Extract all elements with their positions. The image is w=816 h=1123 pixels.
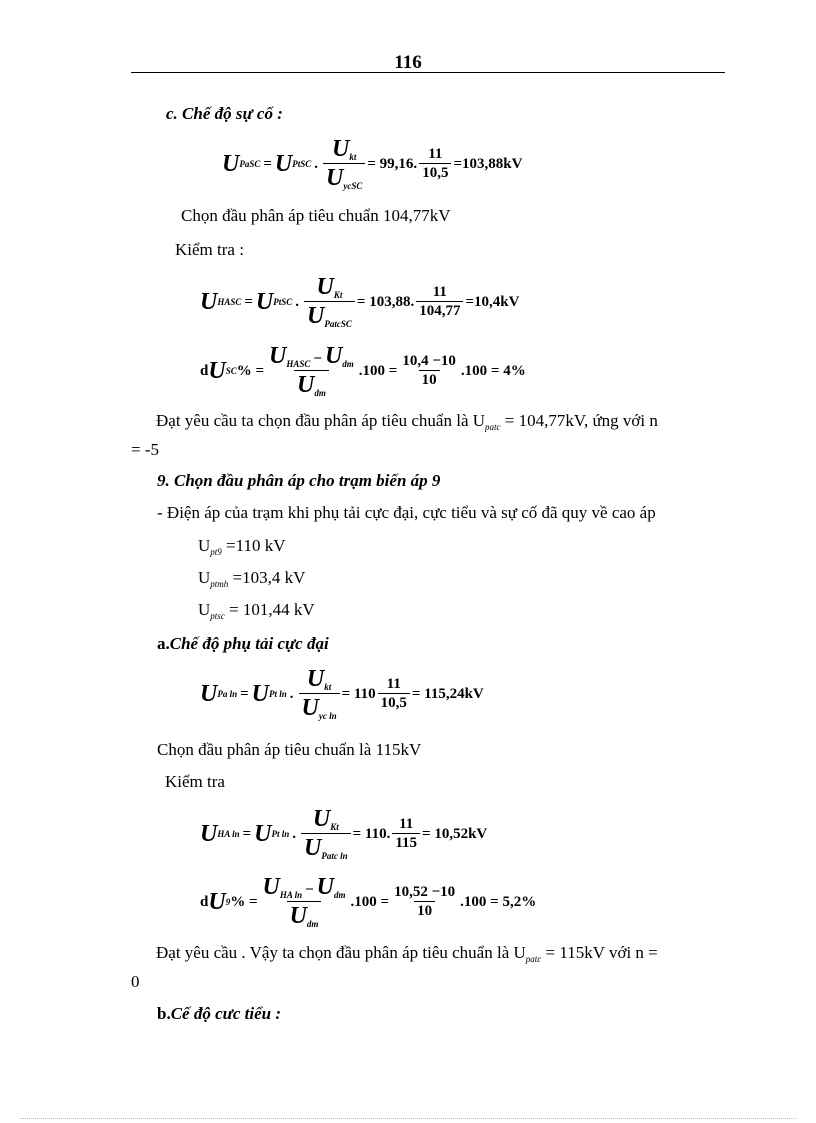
choose-tap-sc: Chọn đầu phân áp tiêu chuẩn 104,77kV — [181, 206, 451, 225]
conclusion-sc: Đạt yêu cầu ta chọn đầu phân áp tiêu chuẩn là $U_{patc} = 104,77kV$, ứng với n — [156, 411, 658, 432]
section-heading-9: 9. Chọn đầu phân áp cho trạm biến áp 9 — [157, 471, 441, 490]
equation-ua-sc: U PaSC = U PtSC . $\frac{U_{kt}}{U_{ycSC}}$ = 99,16. $\frac{11}{10,5}$ =103,88kV — [222, 136, 523, 191]
voltage-max: $U_{pt9} =110$ kV — [198, 536, 286, 557]
page-number: 116 — [394, 52, 422, 73]
header-rule — [131, 72, 725, 73]
equation-uha-sc: U HASC = U PtSC . $\frac{U_{Kt}}{U_{PatcSC}}$ = 103,88. $\frac{11}{104,77}$ =10,4kV — [200, 274, 520, 329]
conclusion-sc-cont: = -5 — [131, 440, 159, 459]
bottom-dotted-line — [20, 1118, 796, 1119]
choose-tap-9: Chọn đầu phân áp tiêu chuẩn là 115kV — [157, 740, 422, 759]
equation-ua-max: U Pa ln = U Pt ln . $\frac{U_{kt}}{U_{yc ln}}$ = 110 $\frac{11}{10,5}$ = 115,24kV — [200, 666, 484, 721]
subheading-min-load: b.Cế độ cưc tiểu : — [157, 1004, 281, 1023]
equation-du-sc: d U SC % = $\frac{U_{HASC} - U_{dm}}{U_{dm}}$ .100 = $\frac{10,4 -10}{10}$ .100 = 4% — [200, 343, 526, 398]
check-label-sc: Kiểm tra : — [175, 240, 244, 259]
voltage-fault: $U_{ptsc} = 101,44$ kV — [198, 600, 315, 621]
intro-9: - Điện áp của trạm khi phụ tải cực đại, cực tiểu và sự cố đã quy về cao áp — [157, 503, 656, 522]
check-label-9: Kiểm tra — [165, 772, 225, 791]
voltage-min: $U_{ptmh} =103,4$ kV — [198, 568, 306, 589]
equation-uha-max: U HA ln = U Pt ln . $\frac{U_{Kt}}{U_{Patc ln}}$ = 110. $\frac{11}{115}$ = 10,52kV — [200, 806, 488, 861]
section-heading-sc: c. Chế độ sự cố : — [166, 104, 283, 123]
conclusion-9: Đạt yêu cầu . Vậy ta chọn đầu phân áp tiêu chuẩn là $U_{patc} = 115kV$ với n = — [156, 943, 658, 964]
equation-du-9: d U 9 % = $\frac{U_{HA ln} - U_{dm}}{U_{dm}}$ .100 = $\frac{10,52 -10}{10}$ .100 = 5,2% — [200, 874, 537, 929]
conclusion-9-cont: 0 — [131, 972, 140, 991]
subheading-max-load: a.Chế độ phụ tải cực đại — [157, 634, 329, 653]
